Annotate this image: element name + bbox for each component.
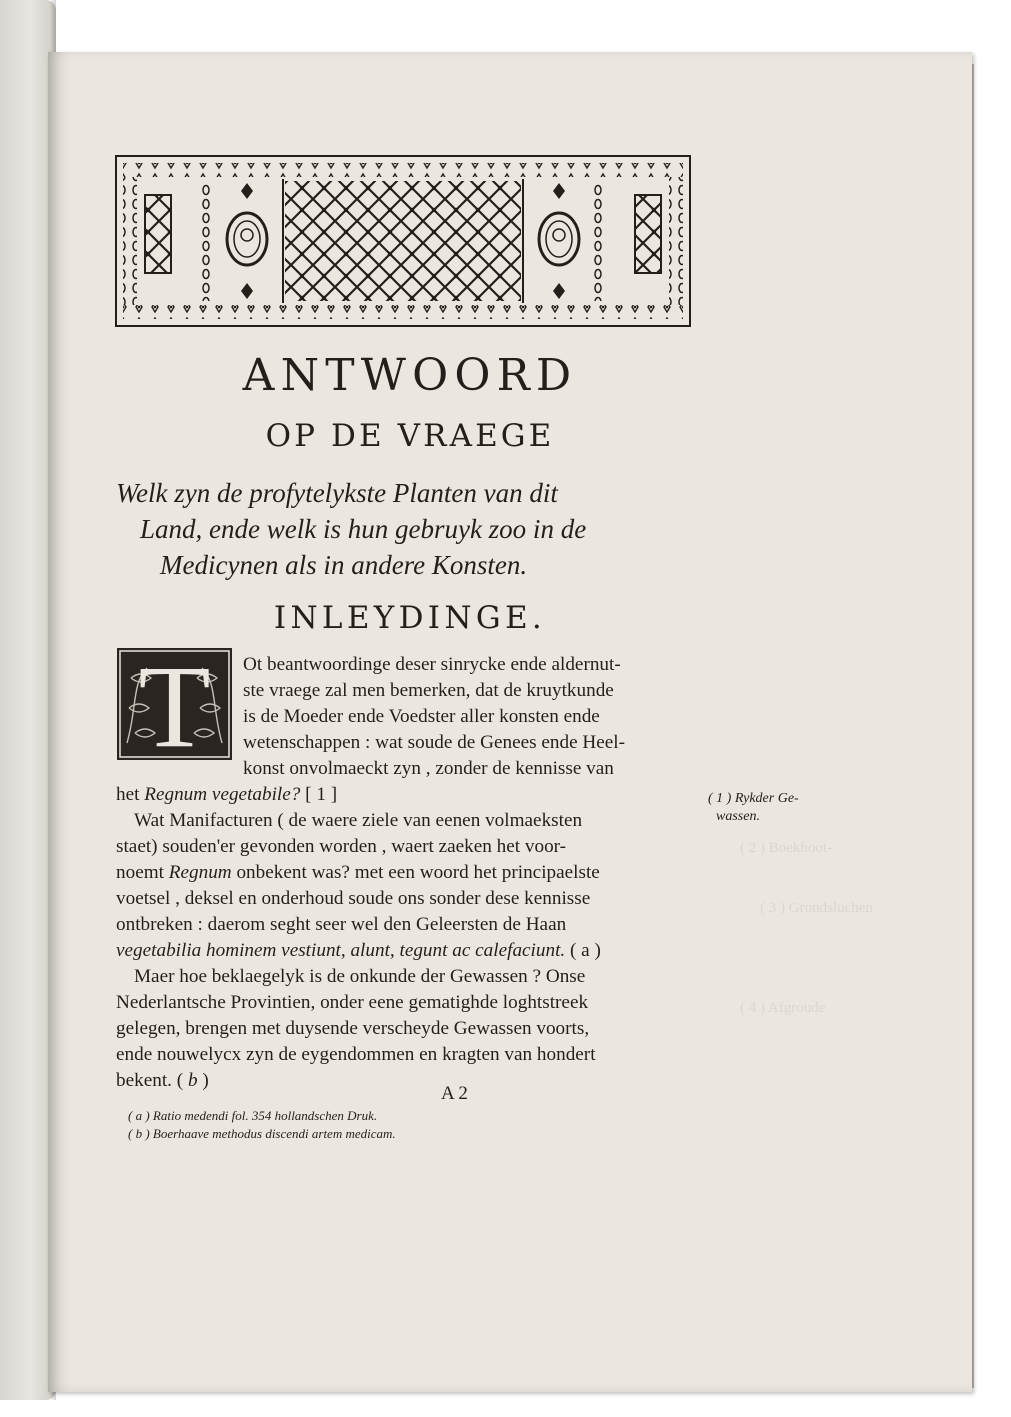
body-line: ste vraege zal men bemerken, dat de kruytkunde <box>243 680 614 701</box>
question-line: Welk zyn de profytelykste Planten van dit <box>116 478 558 508</box>
body-line <box>116 941 601 960</box>
section-heading: INLEYDINGE. <box>273 600 547 636</box>
show-through-text: ( 4 ) Afgroude <box>740 1000 826 1016</box>
margin-note: wassen. <box>716 809 760 824</box>
marginal-ref: [ 1 ] <box>300 784 338 805</box>
headpiece-ornament <box>115 155 691 327</box>
question-line: Medicynen als in andere Konsten. <box>160 550 528 580</box>
body-line: ontbreken : daerom seght seer wel den Geleersten de Haan <box>116 914 567 935</box>
latin-term: Regnum vegetabile? <box>144 784 301 805</box>
body-text: noemt <box>116 862 169 883</box>
body-line: Maer hoe beklaegelyk is de onkunde der Gewassen ? Onse <box>134 966 586 987</box>
signature-mark: A 2 <box>441 1083 468 1104</box>
body-line: is de Moeder ende Voedster aller konsten ende <box>243 706 600 727</box>
body-line: konst onvolmaeckt zyn , zonder de kennisse van <box>243 758 614 779</box>
body-line: staet) souden'er gevonden worden , waert zaeken het voor- <box>116 836 567 857</box>
body-line <box>116 1071 209 1090</box>
body-line: ende nouwelycx zyn de eygendommen en kragten van hondert <box>116 1044 596 1065</box>
latin-quote: vegetabilia hominem vestiunt, alunt, tegunt ac calefaciunt. <box>116 940 566 961</box>
margin-note: ( 1 ) Rykder Ge- <box>708 791 799 806</box>
page-subtitle: OP DE VRAEGE <box>265 418 555 454</box>
show-through-text: ( 2 ) Boekhoot- <box>740 840 833 856</box>
show-through-text: ( 3 ) Grondsluchen <box>760 900 873 916</box>
body-text: het <box>116 784 145 805</box>
body-text: onbekent was? met een woord het principaelste <box>231 862 600 883</box>
latin-term: Regnum <box>168 862 232 883</box>
body-line: voetsel , deksel en onderhoud soude ons sonder dese kennisse <box>116 888 591 909</box>
footnote: ( b ) Boerhaave methodus discendi artem medicam. <box>128 1126 396 1141</box>
body-line <box>116 785 337 804</box>
footnote-ref: b <box>187 1070 198 1091</box>
body-text: bekent. ( <box>116 1070 188 1091</box>
body-text: ) <box>197 1070 209 1091</box>
initial-letter: T <box>138 641 211 772</box>
body-line: Nederlantsche Provintien, onder eene gematighde loghtstreek <box>116 992 589 1013</box>
body-line: gelegen, brengen met duysende verscheyde Gewassen voorts, <box>116 1018 590 1039</box>
decorated-initial <box>117 641 232 772</box>
body-line: Wat Manifacturen ( de waere ziele van eenen volmaeksten <box>134 810 583 831</box>
body-line: Ot beantwoordinge deser sinrycke ende aldernut- <box>243 654 621 675</box>
footnote-ref: ( a ) <box>565 940 601 961</box>
footnote: ( a ) Ratio medendi fol. 354 hollandschen Druk. <box>128 1108 378 1123</box>
page-title: ANTWOORD <box>242 350 578 401</box>
body-line <box>116 863 600 882</box>
body-line: wetenschappen : wat soude de Genees ende Heel- <box>243 732 625 753</box>
question-line: Land, ende welk is hun gebruyk zoo in de <box>140 514 587 544</box>
